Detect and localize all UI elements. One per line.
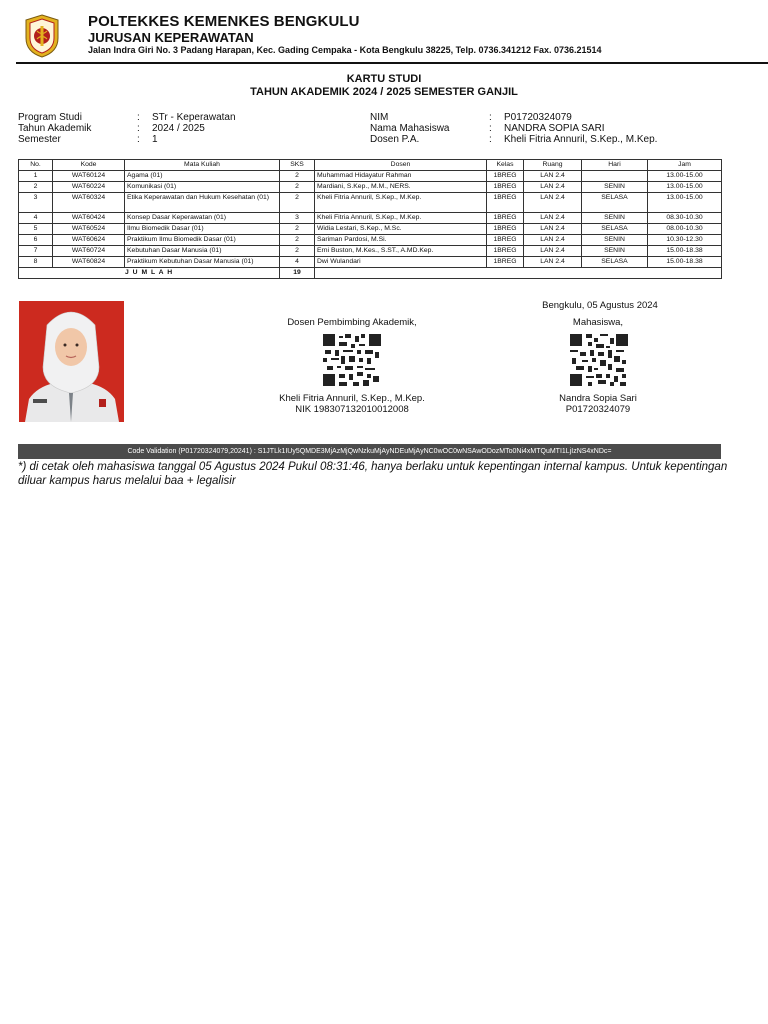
cell-no: 2 [19,182,53,193]
separator: : [489,134,492,145]
advisor-value: Kheli Fitria Annuril, S.Kep., M.Kep. [504,134,658,145]
institution-logo [24,14,60,58]
cell-kelas: 1BREG [487,171,524,182]
validation-code-bar: Code Validation (P01720324079,20241) : S1JTLk1IUy5QMDE3MjAzMjQwNzkuMjAyNDEuMjAyNC0wOC0wNSAwODozMTo0Ni4xMTQuMTI1LjIzNS4xNDc= [18,444,721,459]
cell-kelas: 1BREG [487,193,524,213]
cell-hari: SENIN [582,246,648,257]
cell-kelas: 1BREG [487,182,524,193]
student-qr-code [570,334,628,386]
name-label: Nama Mahasiswa [370,123,450,134]
cell-sks: 2 [280,182,315,193]
student-title: Mahasiswa, [572,317,624,328]
cell-kelas: 1BREG [487,224,524,235]
cell-kode: WAT60824 [53,257,125,268]
cell-dosen: Kheli Fitria Annuril, S.Kep., M.Kep. [315,213,487,224]
cell-kode: WAT60724 [53,246,125,257]
year-value: 2024 / 2025 [152,123,205,134]
cell-jam: 08.00-10.30 [648,224,722,235]
semester-value: 1 [152,134,158,145]
program-label: Program Studi [18,112,82,123]
cell-jam: 15.00-18.38 [648,246,722,257]
cell-kode: WAT60624 [53,235,125,246]
cell-mata-kuliah: Kebutuhan Dasar Manusia (01) [125,246,280,257]
program-value: STr - Keperawatan [152,112,236,123]
nim-value: P01720324079 [504,112,572,123]
total-label: J U M L A H [19,268,280,279]
cell-sks: 2 [280,193,315,213]
table-row [19,235,722,246]
total-empty [315,268,722,279]
cell-hari: SELASA [582,224,648,235]
column-header: Kode [53,160,125,171]
institution-address: Jalan Indra Giri No. 3 Padang Harapan, Kec. Gading Cempaka - Kota Bengkulu 38225, Telp. 0736.341212 Fax. 0736.21514 [88,45,602,55]
cell-no: 8 [19,257,53,268]
place-date: Bengkulu, 05 Agustus 2024 [542,300,658,311]
separator: : [137,134,140,145]
cell-sks: 2 [280,235,315,246]
cell-no: 5 [19,224,53,235]
table-row [19,257,722,268]
column-header: Mata Kuliah [125,160,280,171]
document-subtitle: TAHUN AKADEMIK 2024 / 2025 SEMESTER GANJIL [250,86,518,98]
cell-kelas: 1BREG [487,257,524,268]
cell-jam: 13.00-15.00 [648,171,722,182]
cell-ruang: LAN 2.4 [524,213,582,224]
cell-mata-kuliah: Agama (01) [125,171,280,182]
advisor-name: Kheli Fitria Annuril, S.Kep., M.Kep. [279,393,425,404]
cell-dosen: Erni Buston, M.Kes., S.ST., A.MD.Kep. [315,246,487,257]
cell-kode: WAT60424 [53,213,125,224]
column-header: No. [19,160,53,171]
cell-jam: 15.00-18.38 [648,257,722,268]
cell-kode: WAT60524 [53,224,125,235]
cell-hari: SELASA [582,193,648,213]
advisor-title: Dosen Pembimbing Akademik, [287,317,417,328]
table-row [19,246,722,257]
cell-mata-kuliah: Praktikum Kebutuhan Dasar Manusia (01) [125,257,280,268]
cell-no: 1 [19,171,53,182]
table-row [19,182,722,193]
course-table [18,159,722,279]
column-header: Kelas [487,160,524,171]
year-label: Tahun Akademik [18,123,92,134]
cell-no: 3 [19,193,53,213]
cell-kode: WAT60124 [53,171,125,182]
cell-hari: SENIN [582,182,648,193]
student-nim: P01720324079 [565,404,631,415]
cell-kelas: 1BREG [487,235,524,246]
table-row [19,224,722,235]
cell-mata-kuliah: Komunikasi (01) [125,182,280,193]
institution-name: POLTEKKES KEMENKES BENGKULU [88,13,360,30]
student-name: Nandra Sopia Sari [559,393,637,404]
column-header: Jam [648,160,722,171]
cell-mata-kuliah: Konsep Dasar Keperawatan (01) [125,213,280,224]
separator: : [489,123,492,134]
cell-ruang: LAN 2.4 [524,171,582,182]
cell-ruang: LAN 2.4 [524,182,582,193]
cell-sks: 2 [280,246,315,257]
separator: : [137,112,140,123]
cell-ruang: LAN 2.4 [524,224,582,235]
cell-mata-kuliah: Etika Keperawatan dan Hukum Kesehatan (01) [125,193,280,213]
semester-label: Semester [18,134,61,145]
column-header: Ruang [524,160,582,171]
cell-sks: 2 [280,224,315,235]
cell-dosen: Widia Lestari, S.Kep., M.Sc. [315,224,487,235]
cell-no: 4 [19,213,53,224]
cell-kelas: 1BREG [487,246,524,257]
nim-label: NIM [370,112,389,123]
cell-dosen: Sariman Pardosi, M.Si. [315,235,487,246]
cell-hari: SENIN [582,213,648,224]
name-value: NANDRA SOPIA SARI [504,123,605,134]
total-sks: 19 [280,268,315,279]
student-photo [19,301,124,422]
table-total-row [19,268,722,279]
table-row [19,171,722,182]
advisor-nik: NIK 198307132010012008 [295,404,409,415]
cell-mata-kuliah: Ilmu Biomedik Dasar (01) [125,224,280,235]
advisor-qr-code [323,334,381,386]
advisor-label: Dosen P.A. [370,134,420,145]
cell-kode: WAT60224 [53,182,125,193]
cell-dosen: Dwi Wulandari [315,257,487,268]
cell-hari: SELASA [582,257,648,268]
cell-no: 7 [19,246,53,257]
column-header: SKS [280,160,315,171]
table-row [19,193,722,213]
cell-hari: SENIN [582,235,648,246]
cell-dosen: Mardiani, S.Kep., M.M., NERS. [315,182,487,193]
header-divider [16,62,768,64]
separator: : [137,123,140,134]
cell-dosen: Muhammad Hidayatur Rahman [315,171,487,182]
cell-dosen: Kheli Fitria Annuril, S.Kep., M.Kep. [315,193,487,213]
cell-sks: 3 [280,213,315,224]
cell-ruang: LAN 2.4 [524,257,582,268]
document-title: KARTU STUDI [346,73,422,85]
table-header-row [19,160,722,171]
column-header: Hari [582,160,648,171]
cell-jam: 10.30-12.30 [648,235,722,246]
cell-jam: 13.00-15.00 [648,182,722,193]
department-name: JURUSAN KEPERAWATAN [88,30,254,45]
separator: : [489,112,492,123]
print-note: *) di cetak oleh mahasiswa tanggal 05 Agustus 2024 Pukul 08:31:46, hanya berlaku untuk kepentingan internal kampus. Untuk kepentingan diluar kampus harus melalui baa + legalisir [18,461,728,487]
cell-sks: 4 [280,257,315,268]
column-header: Dosen [315,160,487,171]
cell-no: 6 [19,235,53,246]
cell-jam: 08.30-10.30 [648,213,722,224]
cell-ruang: LAN 2.4 [524,235,582,246]
cell-sks: 2 [280,171,315,182]
cell-hari [582,171,648,182]
table-row [19,213,722,224]
cell-mata-kuliah: Praktikum Ilmu Biomedik Dasar (01) [125,235,280,246]
cell-ruang: LAN 2.4 [524,193,582,213]
cell-kelas: 1BREG [487,213,524,224]
cell-jam: 13.00-15.00 [648,193,722,213]
cell-ruang: LAN 2.4 [524,246,582,257]
cell-kode: WAT60324 [53,193,125,213]
